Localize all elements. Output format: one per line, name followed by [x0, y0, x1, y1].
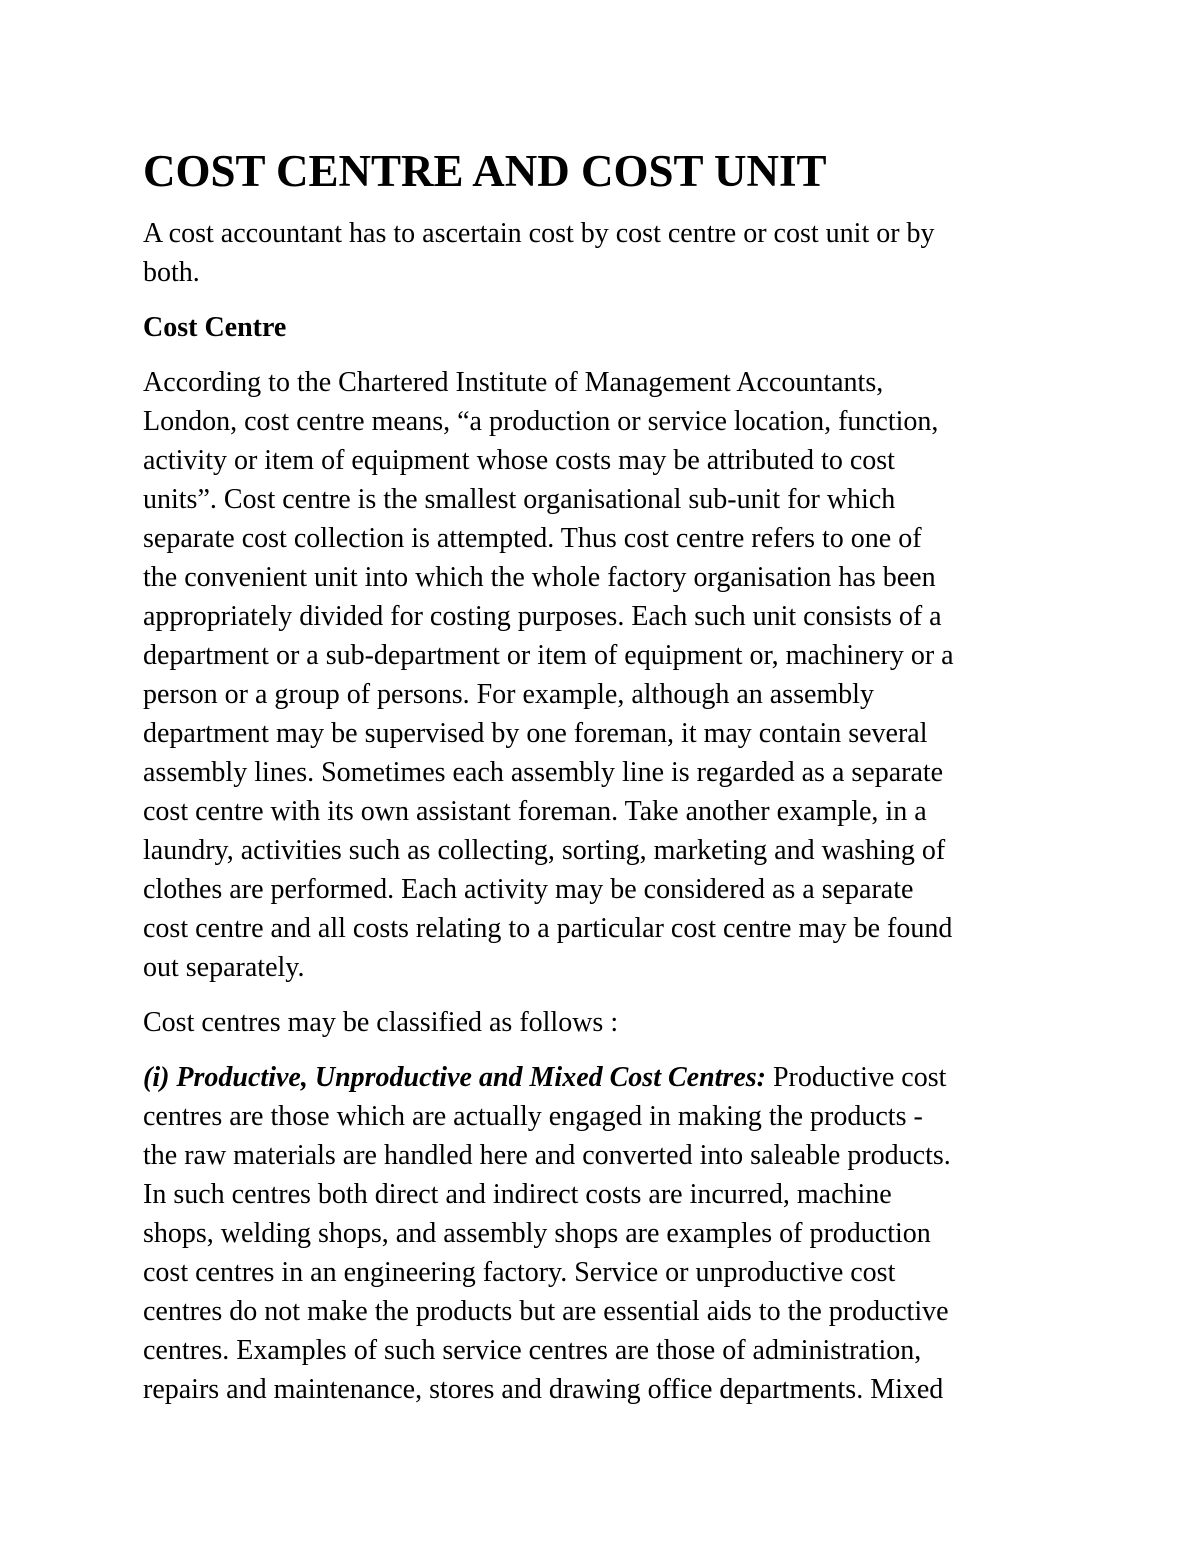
classification-item-1: [143, 1058, 1063, 1409]
item-1-label: (i) Productive, Unproductive and Mixed Cost Centres:: [143, 1062, 766, 1093]
intro-paragraph: A cost accountant has to ascertain cost by cost centre or cost unit or by both.: [143, 218, 935, 288]
item-1-text: Productive cost centres are those which are actually engaged in making the products - the raw materials are handled here and converted into saleable products. In such centres both direct and indirect costs are incurred, machine shops, welding shops, and assembly shops are examples of production cost centres in an engineering factory. Service or unproductive cost centres do not make the products but are essential aids to the productive centres. Examples of such service centres are those of administration, repairs and maintenance, stores and drawing office departments. Mixed: [143, 1062, 951, 1405]
definition-paragraph: According to the Chartered Institute of Management Accountants, London, cost centre means, “a production or service location, function, activity or item of equipment whose costs may be attributed to cost units”. Cost centre is the smallest organisational sub-unit for which separate cost collection is attempted. Thus cost centre refers to one of the convenient unit into which the whole factory organisation has been appropriately divided for costing purposes. Each such unit consists of a department or a sub-department or item of equipment or, machinery or a person or a group of persons. For example, although an assembly department may be supervised by one foreman, it may contain several assembly lines. Sometimes each assembly line is regarded as a separate cost centre with its own assistant foreman. Take another example, in a laundry, activities such as collecting, sorting, marketing and washing of clothes are performed. Each activity may be considered as a separate cost centre and all costs relating to a particular cost centre may be found out separately.: [143, 367, 954, 983]
document-title: COST CENTRE AND COST UNIT: [143, 146, 827, 196]
document-page: [143, 140, 1063, 1409]
section-heading-cost-centre: Cost Centre: [143, 312, 287, 343]
classification-intro: Cost centres may be classified as follows :: [143, 1007, 619, 1038]
